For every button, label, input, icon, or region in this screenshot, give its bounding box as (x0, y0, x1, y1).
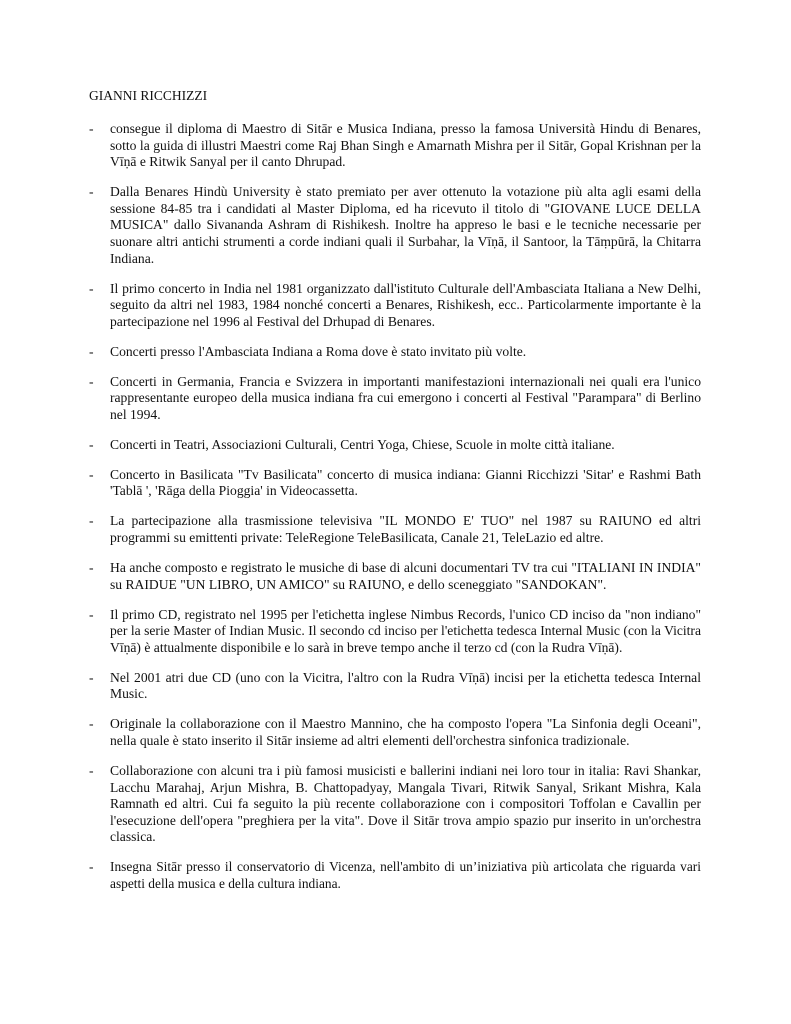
bio-item: - consegue il diploma di Maestro di Sitār e Musica Indiana, presso la famosa Università Hindu di Benares, sotto la guida di illustri Maestri come Raj Bhan Singh e Amarnath Mishra per il Sitār, Gopal Krishnan per la Vīṇā e Ritwik Sanyal per il canto Dhrupad. (89, 121, 701, 171)
document-title: GIANNI RICCHIZZI (89, 88, 208, 103)
bio-item: - Ha anche composto e registrato le musiche di base di alcuni documentari TV tra cui "ITALIANI IN INDIA" su RAIDUE "UN LIBRO, UN AMICO" su RAIUNO, e dello sceneggiato "SANDOKAN". (89, 560, 701, 593)
bio-item: - Concerti in Germania, Francia e Svizzera in importanti manifestazioni internazionali nei quali era l'unico rappresentante europeo della musica indiana fra cui emergono i concerti al Festival "Parampara" di Berlino nel 1994. (89, 374, 701, 424)
bio-item: - Concerto in Basilicata "Tv Basilicata" concerto di musica indiana: Gianni Ricchizzi 'Sitar' e Rashmi Bath 'Tablā ', 'Rāga della Pioggia' in Videocassetta. (89, 467, 701, 500)
bio-item: - Il primo CD, registrato nel 1995 per l'etichetta inglese Nimbus Records, l'unico CD inciso da "non indiano" per la serie Master of Indian Music. Il secondo cd inciso per l'etichetta tedesca Internal Music (con la Vicitra Vīṇā) è attualmente disponibile e lo sarà in breve tempo anche il terzo cd (con la Rudra Vīṇā). (89, 607, 701, 657)
bio-item: - La partecipazione alla trasmissione televisiva "IL MONDO E' TUO" nel 1987 su RAIUNO ed altri programmi su emittenti private: TeleRegione TeleBasilicata, Canale 21, TeleLazio ed altre. (89, 513, 701, 546)
bio-item: - Collaborazione con alcuni tra i più famosi musicisti e ballerini indiani nei loro tour in italia: Ravi Shankar, Lacchu Marahaj, Arjun Mishra, B. Chattopadyay, Mangala Tivari, Ritwik Sanyal, Srikant Mishra, Kala Ramnath ed altri. Cui fa seguito la più recente collaborazione con i compositori Toffolan e Cavallin per l'esecuzione dell'opera "preghiera per la vita". Dove il Sitār trova ampio spazio pur inserito in un'orchestra classica. (89, 763, 701, 846)
bio-item: - Concerti in Teatri, Associazioni Culturali, Centri Yoga, Chiese, Scuole in molte città italiane. (89, 437, 701, 454)
bio-item: - Il primo concerto in India nel 1981 organizzato dall'istituto Culturale dell'Ambasciata Italiana a New Delhi, seguito da altri nel 1983, 1984 nonché concerti a Benares, Rishikesh, ecc.. Particolarmente importante è la partecipazione nel 1996 al Festival del Drhupad di Benares. (89, 281, 701, 331)
bio-item: - Originale la collaborazione con il Maestro Mannino, che ha composto l'opera "La Sinfonia degli Oceani", nella quale è stato inserito il Sitār insieme ad altri elementi dell'orchestra sinfonica tradizionale. (89, 716, 701, 749)
bio-item: - Nel 2001 atri due CD (uno con la Vicitra, l'altro con la Rudra Vīṇā) incisi per la etichetta tedesca Internal Music. (89, 670, 701, 703)
bio-item: - Concerti presso l'Ambasciata Indiana a Roma dove è stato invitato più volte. (89, 344, 701, 361)
bio-item: - Dalla Benares Hindù University è stato premiato per aver ottenuto la votazione più alta agli esami della sessione 84-85 tra i candidati al Master Diploma, ed ha ricevuto il titolo di "GIOVANE LUCE DELLA MUSICA" dallo Sivananda Ashram di Rishikesh. Inoltre ha appreso le basi e le tecniche necessarie per suonare altri antichi strumenti a corde indiani quali il Surbahar, la Vīṇā, il Santoor, la Tāṃpūrā, la Chitarra Indiana. (89, 184, 701, 267)
bio-item: - Insegna Sitār presso il conservatorio di Vicenza, nell'ambito di un’iniziativa più articolata che riguarda vari aspetti della musica e della cultura indiana. (89, 859, 701, 892)
bio-list (89, 121, 701, 906)
